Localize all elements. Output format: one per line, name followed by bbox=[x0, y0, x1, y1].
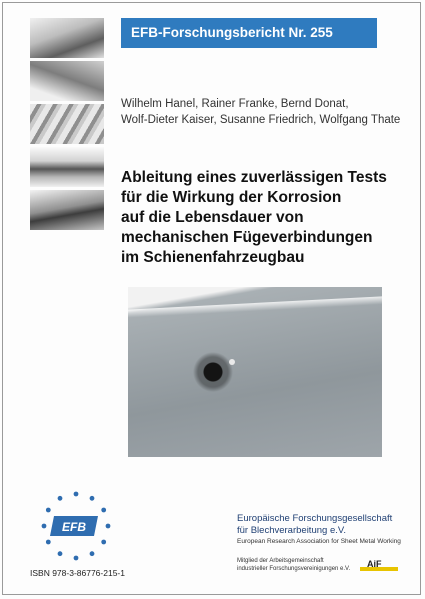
author-list bbox=[121, 96, 411, 128]
thumbnail-sheet-metal-1 bbox=[30, 18, 104, 58]
membership-line2: industrieller Forschungsvereinigungen e.V. bbox=[237, 566, 351, 572]
thumbnail-sheet-metal-3 bbox=[30, 104, 104, 144]
micrograph-particle bbox=[229, 359, 235, 365]
corrosion-micrograph bbox=[128, 287, 382, 457]
publisher-block bbox=[237, 513, 417, 547]
thumbnail-sheet-metal-5 bbox=[30, 190, 104, 230]
thumbnail-sheet-metal-2 bbox=[30, 61, 104, 101]
title-line: im Schienenfahrzeugbau bbox=[121, 249, 305, 266]
thumbnail-sheet-metal-4 bbox=[30, 147, 104, 187]
membership-line1: Mitglied der Arbeitsgemeinschaft bbox=[237, 558, 324, 564]
org-name-line1: Europäische Forschungsgesellschaft bbox=[237, 513, 393, 524]
thumbnail-strip bbox=[30, 18, 104, 233]
report-title bbox=[121, 168, 411, 268]
author-line: Wilhelm Hanel, Rainer Franke, Bernd Donat, bbox=[121, 98, 349, 110]
title-line: mechanischen Fügeverbindungen bbox=[121, 229, 373, 246]
title-line: Ableitung eines zuverlässigen Tests bbox=[121, 169, 387, 186]
org-name-english: European Research Association for Sheet Metal Working bbox=[237, 538, 401, 545]
efb-logo-icon bbox=[40, 490, 112, 562]
logo-text: EFB bbox=[62, 520, 86, 534]
series-banner: EFB-Forschungsbericht Nr. 255 bbox=[121, 18, 377, 48]
title-line: auf die Lebensdauer von bbox=[121, 209, 304, 226]
isbn-number: ISBN 978-3-86776-215-1 bbox=[30, 568, 125, 578]
aif-logo: AiF bbox=[367, 559, 382, 569]
author-line: Wolf-Dieter Kaiser, Susanne Friedrich, Wolfgang Thate bbox=[121, 114, 401, 126]
title-line: für die Wirkung der Korrosion bbox=[121, 189, 342, 206]
org-name-line2: für Blechverarbeitung e.V. bbox=[237, 525, 346, 536]
micrograph-edge bbox=[128, 296, 382, 317]
